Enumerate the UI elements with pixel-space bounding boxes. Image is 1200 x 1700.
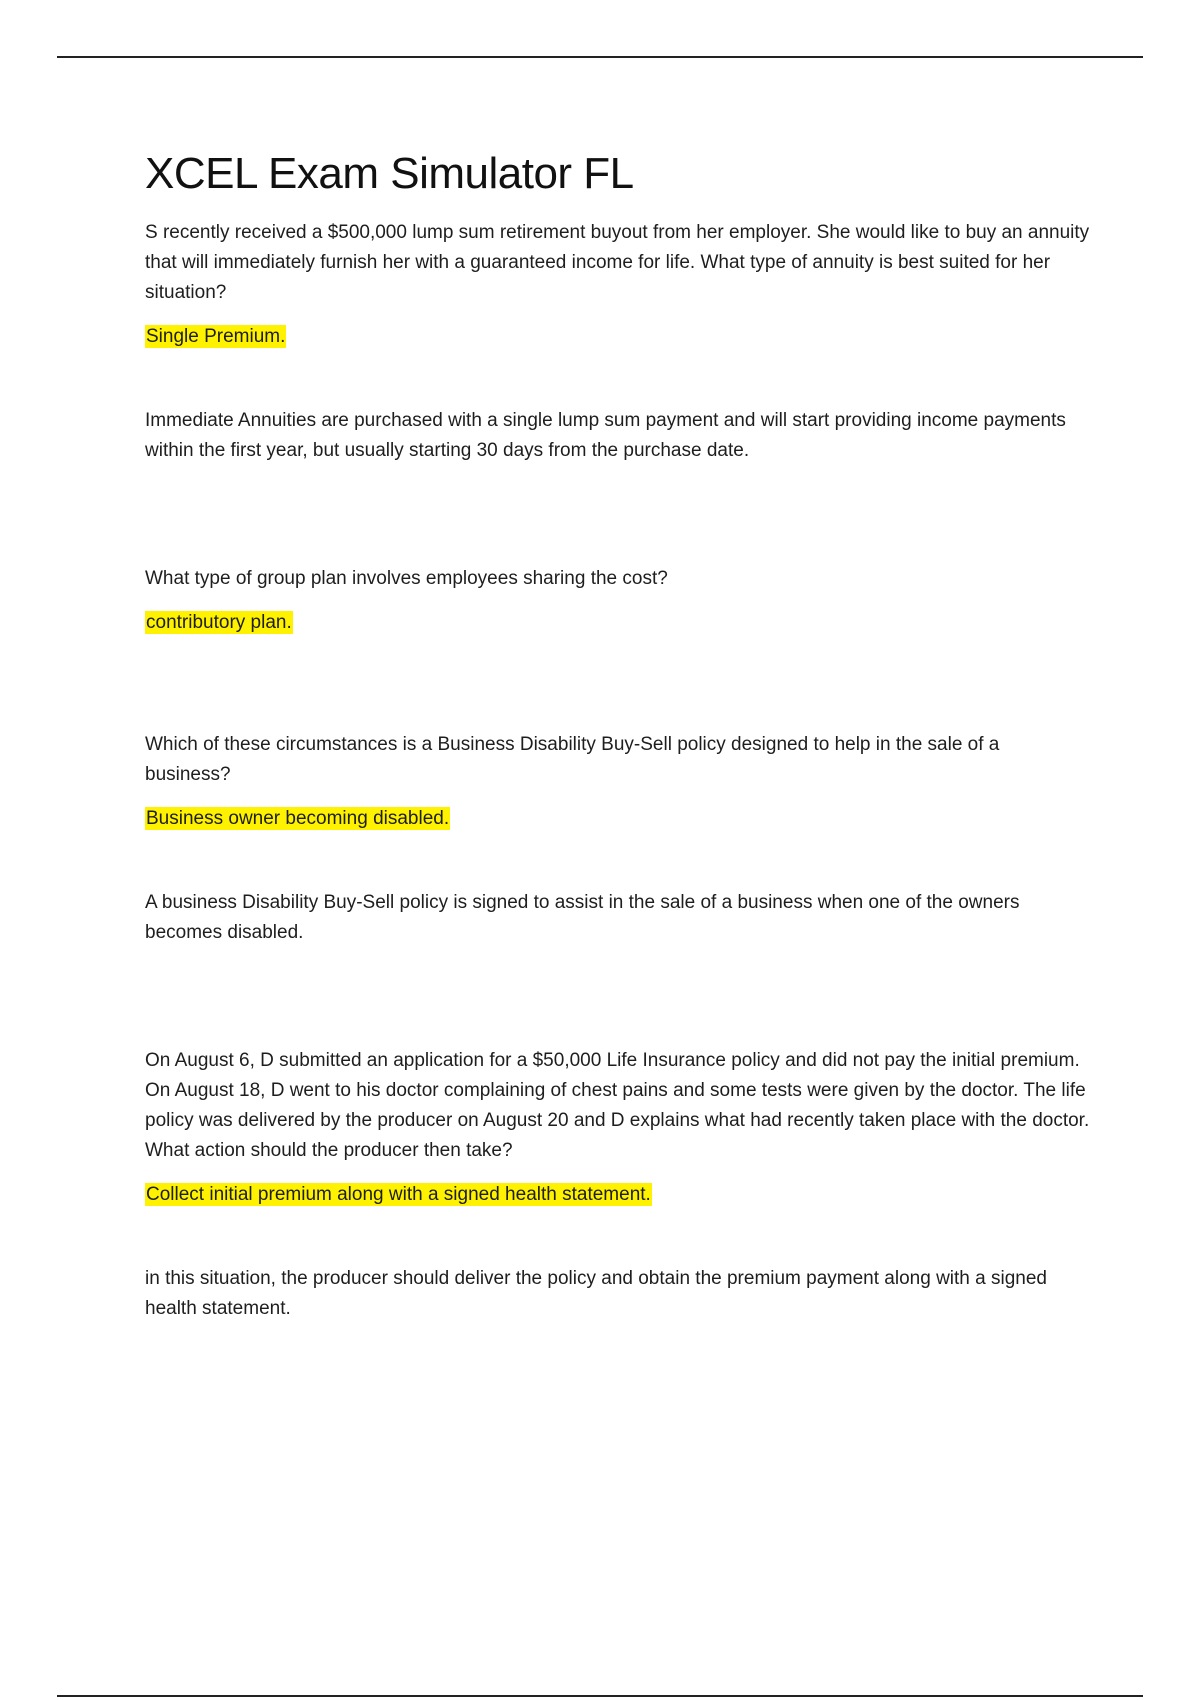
answer-line	[145, 1180, 1090, 1210]
highlighted-answer: Business owner becoming disabled.	[146, 808, 450, 830]
highlighted-answer: Collect initial premium along with a signed health statement.	[146, 1184, 651, 1206]
top-rule	[57, 56, 1143, 58]
question-text: On August 6, D submitted an application for a $50,000 Life Insurance policy and did not pay the initial premium. On August 18, D went to his doctor complaining of chest pains and some tests were given by the doctor. The life policy was delivered by the producer on August 20 and D explains what had recently taken place with the doctor. What action should the producer then take?	[145, 1050, 1090, 1162]
spacer	[145, 948, 1090, 1046]
question-text: Which of these circumstances is a Business Disability Buy-Sell policy designed to help in the sale of a business?	[145, 734, 1000, 786]
qa-item	[145, 730, 1090, 948]
answer-line	[145, 322, 1090, 352]
qa-item	[145, 1046, 1090, 1324]
bottom-rule	[57, 1695, 1143, 1697]
answer-line	[145, 804, 1090, 834]
qa-item	[145, 218, 1090, 466]
spacer	[145, 1210, 1090, 1264]
highlighted-answer: contributory plan.	[146, 612, 292, 634]
document-body	[145, 150, 1090, 1324]
explanation-text: A business Disability Buy-Sell policy is signed to assist in the sale of a business when one of the owners becomes disabled.	[145, 892, 1020, 944]
spacer	[145, 638, 1090, 730]
highlighted-answer: Single Premium.	[146, 326, 286, 348]
document-title: XCEL Exam Simulator FL	[145, 149, 634, 198]
question-text: S recently received a $500,000 lump sum retirement buyout from her employer. She would like to buy an annuity that will immediately furnish her with a guaranteed income for life. What type of annuity is best suited for her situation?	[145, 222, 1090, 304]
explanation-text: Immediate Annuities are purchased with a single lump sum payment and will start providing income payments within the first year, but usually starting 30 days from the purchase date.	[145, 410, 1066, 462]
answer-line	[145, 608, 1090, 638]
spacer	[145, 466, 1090, 564]
question-text: What type of group plan involves employees sharing the cost?	[145, 568, 668, 590]
qa-item	[145, 564, 1090, 638]
explanation-text: in this situation, the producer should deliver the policy and obtain the premium payment along with a signed health statement.	[145, 1268, 1047, 1320]
spacer	[145, 352, 1090, 406]
spacer	[145, 834, 1090, 888]
